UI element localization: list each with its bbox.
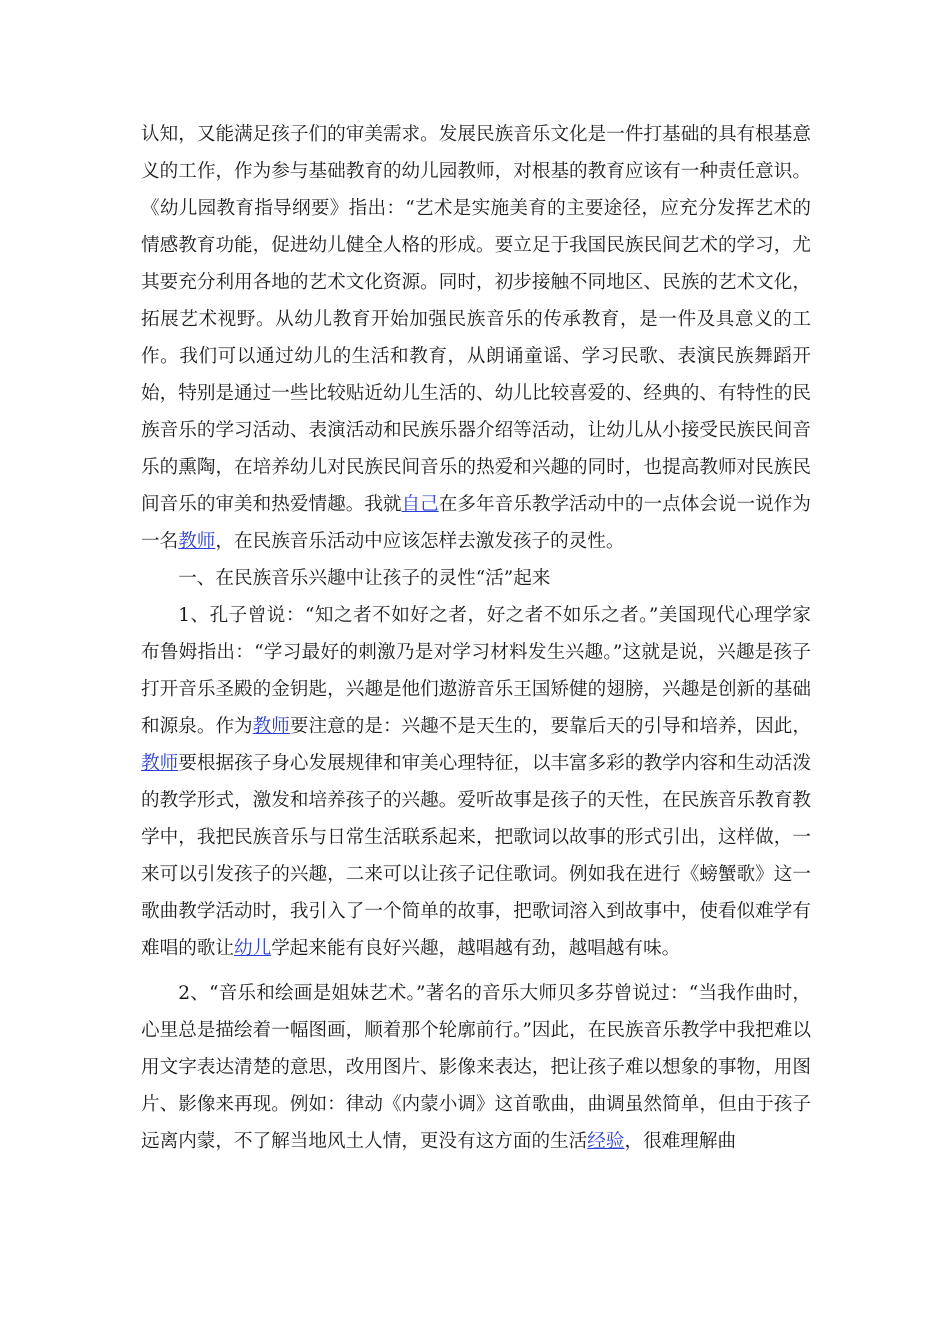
- paragraph-point-2: [141, 975, 811, 1160]
- text-segment: 2、“音乐和绘画是姐妹艺术。”著名的音乐大师贝多芬曾说过：“当我作曲时，心里总是描绘着一幅图画，顺着那个轮廓前行。”因此，在民族音乐教学中我把难以用文字表达清楚的意思，改用图片、影像来表达，把让孩子难以想象的事物，用图片、影像来再现。例如：律动《内蒙小调》这首歌曲，曲调虽然简单，但由于孩子远离内蒙，不了解当地风土人情，更没有这方面的生活: [141, 983, 811, 1152]
- heading-text: 一、在民族音乐兴趣中让孩子的灵性“活”起来: [178, 568, 551, 589]
- text-segment: 要根据孩子身心发展规律和审美心理特征，以丰富多彩的教学内容和生动活泼的教学形式，激发和培养孩子的兴趣。爱听故事是孩子的天性，在民族音乐教育教学中，我把民族音乐与日常生活联系起来，把歌词以故事的形式引出，这样做，一来可以引发孩子的兴趣，二来可以让孩子记住歌词。例如我在进行《螃蟹歌》这一歌曲教学活动时，我引入了一个简单的故事，把歌词溶入到故事中，使看似难学有难唱的歌让: [141, 753, 811, 959]
- text-segment: 1、孔子曾说：“知之者不如好之者，好之者不如乐之者。”美国现代心理学家布鲁姆指出：“学习最好的刺激乃是对学习材料发生兴趣。”这就是说，兴趣是孩子打开音乐圣殿的金钥匙，兴趣是他们遨游音乐王国矫健的翅膀，兴趣是创新的基础和源泉。作为: [141, 605, 811, 737]
- text-segment: ，在民族音乐活动中应该怎样去激发孩子的灵性。: [215, 531, 625, 552]
- text-segment: 在多年音乐教学活动中的一点体会说一说作为一名: [141, 494, 811, 552]
- text-segment: 学起来能有良好兴趣，越唱越有劲，越唱越有味。: [271, 938, 681, 959]
- paragraph-intro: [141, 116, 811, 560]
- link-jingyan[interactable]: 经验: [587, 1131, 625, 1152]
- link-youer[interactable]: 幼儿: [233, 938, 272, 959]
- text-segment: 要注意的是：兴趣不是天生的，要靠后天的引导和培养，因此，: [289, 716, 811, 737]
- paragraph-point-1: [141, 597, 811, 967]
- text-segment: ，很难理解曲: [624, 1131, 737, 1152]
- link-ziji[interactable]: 自己: [401, 494, 439, 515]
- document-page: [141, 116, 811, 1160]
- section-heading: [141, 560, 811, 597]
- link-jiaoshi[interactable]: 教师: [178, 531, 216, 552]
- text-segment: 认知，又能满足孩子们的审美需求。发展民族音乐文化是一件打基础的具有根基意义的工作，作为参与基础教育的幼儿园教师，对根基的教育应该有一种责任意识。《幼儿园教育指导纲要》指出：“艺术是实施美育的主要途径，应充分发挥艺术的情感教育功能，促进幼儿健全人格的形成。要立足于我国民族民间艺术的学习，尤其要充分利用各地的艺术文化资源。同时，初步接触不同地区、民族的艺术文化，拓展艺术视野。从幼儿教育开始加强民族音乐的传承教育，是一件及具意义的工作。我们可以通过幼儿的生活和教育，从朗诵童谣、学习民歌、表演民族舞蹈开始，特别是通过一些比较贴近幼儿生活的、幼儿比较喜爱的、经典的、有特性的民族音乐的学习活动、表演活动和民族乐器介绍等活动，让幼儿从小接受民族民间音乐的熏陶，在培养幼儿对民族民间音乐的热爱和兴趣的同时，也提高教师对民族民间音乐的审美和热爱情趣。我就: [141, 124, 811, 515]
- link-jiaoshi[interactable]: 教师: [252, 716, 290, 737]
- link-jiaoshi[interactable]: 教师: [141, 753, 179, 774]
